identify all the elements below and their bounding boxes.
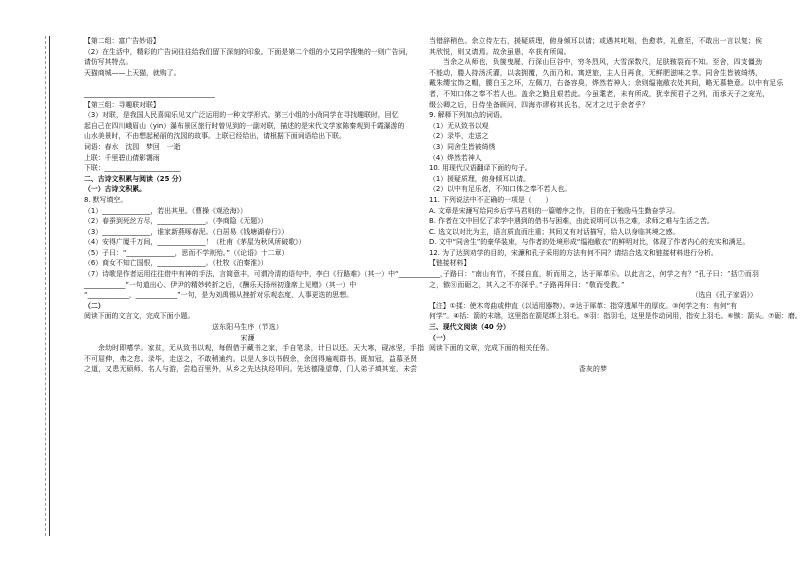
left-line-5: ______________________________________ bbox=[84, 89, 215, 98]
right-line-19: D. 文中“同舍生”的豪华装束，与作者的处境形成“缊袍敝衣”的鲜明对比，体现了作者内心的充实和满足。 bbox=[429, 238, 750, 247]
left-line-7: （3）对联，是我国人民喜闻乐见又广泛运用的一种文学形式。第三小组的小尚同学在寻找趣联时，回忆 bbox=[84, 111, 399, 120]
left-line-14: （一）古诗文积累。 bbox=[84, 185, 147, 194]
right-line-9: （2）录毕，走送之 bbox=[429, 132, 489, 141]
right-line-30 bbox=[429, 354, 757, 365]
right-line-12: 10. 用现代汉语翻译下面的句子。 bbox=[429, 164, 532, 173]
right-line-5: 者，不知口体之奉不若人也。盖余之勤且艰若此。今虽耄老，未有所成，犹幸预君子之列，而承天子之宠光， bbox=[429, 89, 770, 98]
left-line-2: 请仿写其特点。 bbox=[84, 58, 133, 67]
left-line-27: 送东阳马生序（节选） bbox=[212, 323, 283, 332]
right-line-26: 何学”。④括：箭的末端，这里指在箭尾绑上羽毛。⑤羽：指羽毛，这里是作动词用，指安上羽毛。⑥镞：箭头。⑦砺：磨。 bbox=[429, 312, 802, 321]
left-line-10: 词语：春水 沈园 梦回 一逝 bbox=[84, 142, 181, 151]
right-line-8: （1）无从致书以观 bbox=[429, 121, 489, 130]
left-line-9: 山水美景时，不由想起秘丽的沈园的故事。上联已经给出，请根据下面词语给出下联。 bbox=[84, 132, 346, 141]
left-line-31: 之道，又患无硕师、名人与游，尝趋百里外，从乡之先达执经叩问。先达德隆望尊，门人弟子填其室，未尝 bbox=[84, 365, 418, 374]
right-line-7: 9. 解释下列加点的词语。 bbox=[429, 111, 507, 120]
left-line-0: 【第二组：富广告妙语】 bbox=[84, 37, 160, 45]
right-line-24: （选自《孔子家语》） bbox=[691, 291, 757, 300]
left-line-13: 二、古诗文积累与阅读（25 分） bbox=[84, 174, 186, 183]
right-line-28: （一） bbox=[429, 333, 450, 342]
left-line-26: 阅读下面的文言文，完成下面小题。 bbox=[84, 312, 195, 321]
right-line-16: A. 文章是宋濂写给同乡后学马君则的一篇赠序之作，目的在于勉励马生勤奋学习。 bbox=[429, 206, 680, 215]
left-line-24: “____________，____________”一句，是为刘禹锡从挫折对乐观态度，人事更迭的思想。 bbox=[84, 291, 353, 300]
left-line-22: （7）诗歌是作者运用往往借中有神的手法，言简意丰，可谓冷清的语句中，李白《行路难》（其一）中“____________， bbox=[84, 270, 447, 279]
right-line-10: （3）同舍生皆被绮绣 bbox=[429, 142, 496, 151]
right-line-1: 其欣悦，则又请焉。故余虽愚，卒获有所闻。 bbox=[429, 47, 571, 56]
binding-margin-dotted-line bbox=[45, 36, 55, 536]
right-line-14: （2）以中有足乐者，不知口体之奉不若人也。 bbox=[429, 185, 572, 194]
left-line-4 bbox=[84, 78, 411, 89]
right-line-23: 之，镞⑧而砺之，其入之不亦深乎。”子路再拜曰：“敬而受教。” bbox=[429, 280, 625, 289]
right-line-15: 11. 下列说法中不正确的一项是（ ） bbox=[429, 195, 553, 204]
binding-margin-line bbox=[49, 36, 50, 536]
left-line-23: ____________”一句道出心、伊尹的精妙转折之后，《酬乐天扬州初逢席上见赠》（其一）中 bbox=[84, 280, 357, 289]
left-line-20: （5）子曰：“______________，思而不学则殆。”（《论语》十二章） bbox=[84, 248, 289, 257]
right-line-0: 当错辞稍色。余立侍左右，援疑质理，俯身倾耳以请；或遇其叱咄，色愈恭，礼愈至，不敢出一言以复；俟 bbox=[429, 37, 763, 45]
left-line-30: 不可屈伸，弗之怠。录毕，走送之，不敢稍逾约。以是人多以书假余，余因得遍观群书。既加冠，益慕圣贤 bbox=[84, 354, 418, 363]
right-line-31: 香灰的梦 bbox=[578, 365, 608, 374]
right-line-25: 【注】①揉：使木弯曲或伸直（以适用器物）。②达于犀革：指穿透犀牛的厚皮。③何学之有：有何“有 bbox=[429, 301, 738, 310]
left-line-12: 下联：______________________ bbox=[84, 164, 181, 173]
right-line-17: B. 作者在文中回忆了求学中遇到的借书与困难，由此说明可以书之难，求师之难与生活之苦。 bbox=[429, 217, 714, 226]
right-column bbox=[429, 36, 802, 375]
right-line-22: 子路曰：“南山有竹，不揉自直，斩而用之，达于犀革⑥。以此言之，何学之有？”孔子曰：“括⑦而羽 bbox=[443, 270, 760, 279]
left-line-29: 余幼时即嗜学。家贫，无从致书以观，每假借于藏书之家，手自笔录，计日以还。天大寒，砚冰坚，手指 bbox=[98, 344, 425, 353]
right-line-27: 三、现代文阅读（40 分） bbox=[429, 323, 510, 332]
left-line-25: （二） bbox=[84, 301, 105, 310]
right-line-20: 12. 为了达到劝学的目的，宋濂和孔子采用的方法有何不同？请结合选文和链接材料进行分析。 bbox=[429, 248, 718, 257]
left-line-19: （4）安得广厦千万间，______________！（杜甫《茅屋为秋风所破歌》） bbox=[84, 238, 306, 247]
right-line-11: （4）烨然若神人 bbox=[429, 153, 482, 162]
left-line-28: 宋濂 bbox=[240, 333, 255, 342]
left-line-17: （2）春蚕到死丝方尽，______________。（李商隐《无题》） bbox=[84, 217, 268, 226]
left-line-21: （6）商女不知亡国恨，______________。（杜牧《泊秦淮》） bbox=[84, 259, 268, 268]
right-line-29: 阅读下面的文章，完成下面的相关任务。 bbox=[429, 344, 554, 353]
right-line-4: 戴朱缨宝饰之帽，腰白玉之环，左佩刀，右备容臭，烨然若神人；余则缊袍敝衣处其间，略无慕艳意。以中有足乐 bbox=[429, 79, 784, 88]
left-line-3: 天猫商城——上天猫，就购了。 bbox=[84, 68, 181, 77]
right-line-18: C. 选文以对比为主，语言质直而庄重；其间又有对话描写，给人以身临其境之感。 bbox=[429, 227, 680, 236]
right-line-2: 当余之从师也，负箧曳屣，行深山巨谷中，穷冬烈风，大雪深数尺，足肤皲裂而不知。至舍，四支僵劲 bbox=[443, 58, 763, 67]
right-line-3: 不能动，媵人持汤沃灌，以衾拥覆，久而乃和。寓逆旅，主人日再食，无鲜肥滋味之享。同舍生皆被绮绣， bbox=[429, 68, 763, 77]
left-line-8: 起自己在四川峨眉山（yin）瀑布景区旅行时曾见到的一副对联，描述的是宋代文学家陈秦观到千霞瀑游的 bbox=[84, 121, 405, 130]
left-line-1: （2）在生活中，精彩的广告词往往给我们留下深刻的印象。下面是第二个组的小艾同学搜集的一则广告词， bbox=[84, 47, 413, 56]
left-line-16: （1）______________，若出其里。（曹操《观沧海》） bbox=[84, 206, 247, 215]
right-line-21: 【链接材料】 bbox=[429, 259, 471, 268]
left-line-15: 8. 默写填空。 bbox=[84, 195, 128, 204]
left-line-11: 上联：千里碧山倩影霭雨 bbox=[84, 153, 160, 162]
left-line-18: （3）______________，谁家新燕啄春泥。（白居易《钱塘湖春行》） bbox=[84, 227, 289, 236]
right-line-6: 缀公卿之后，日侍坐备顾问，四海亦谬称其氏名，况才之过于余者乎？ bbox=[429, 100, 649, 109]
left-line-6: 【第三组：寻趣联对联】 bbox=[84, 100, 160, 109]
left-column bbox=[84, 36, 447, 375]
right-line-13: （1）援疑质理，俯身倾耳以请。 bbox=[429, 174, 530, 183]
